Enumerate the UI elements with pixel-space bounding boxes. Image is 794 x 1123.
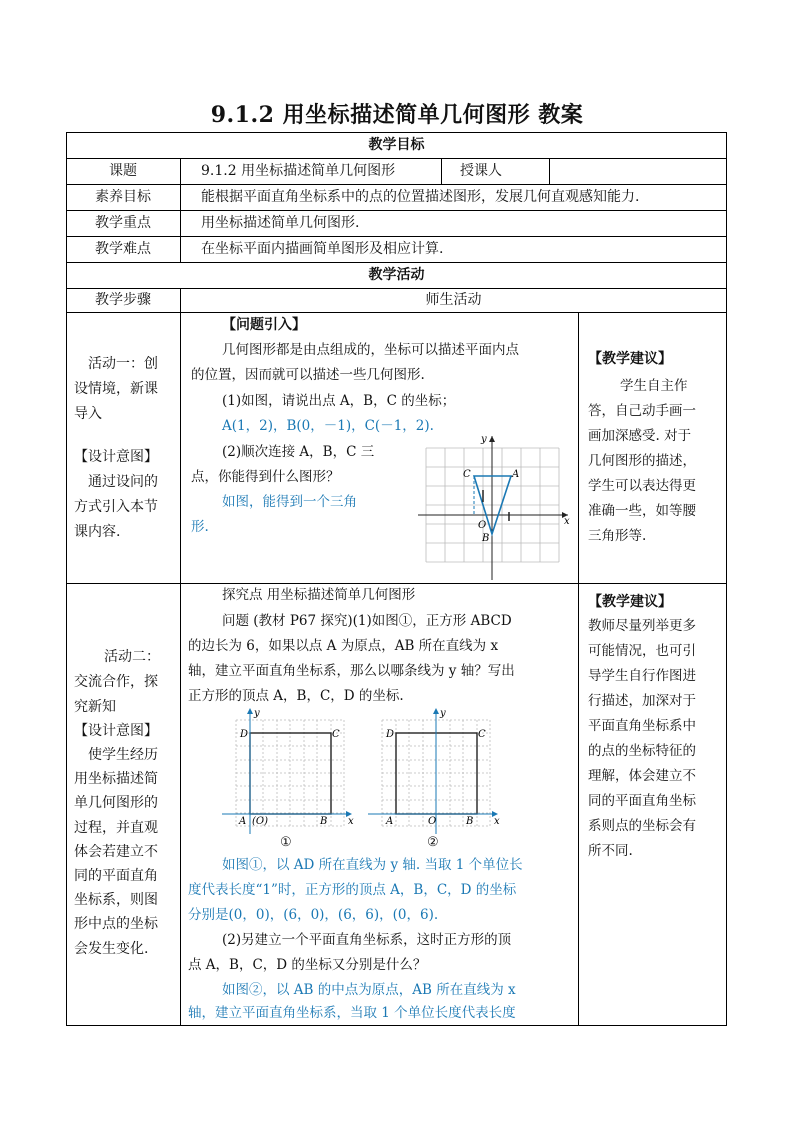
fig1-point-a: A [239, 816, 247, 827]
activity2-design-text: 单几何图形的 [74, 795, 158, 811]
point-a-label: A [512, 469, 520, 480]
goals-header: 教学目标 [368, 137, 425, 153]
activity1-question-2: (2)顺次连接 A，B，C 三 [222, 444, 375, 460]
teacher-student-label: 师生活动 [425, 292, 482, 308]
activity1-suggest-text: 学生自主作 [620, 378, 688, 394]
activity1-title-2: 设情境，新课 [74, 381, 158, 397]
activity1-design-label: 【设计意图】 [74, 449, 158, 465]
activity1-answer-1: A(1，2)，B(0，－1)，C(－1，2). [222, 418, 434, 434]
activity2-design-text: 过程，并直观 [74, 820, 158, 836]
difficult-label: 教学难点 [95, 241, 151, 257]
activity2-suggest-text: 导学生自行作图进 [588, 668, 696, 684]
activity2-design-text: 使学生经历 [88, 747, 158, 763]
activity2-design-text: 体会若建立不 [74, 844, 158, 860]
activity1-paragraph: 的位置，因而就可以描述一些几何图形. [191, 367, 425, 383]
activity2-suggest-text: 所不同. [588, 843, 633, 859]
activity2-design-text: 坐标系，则图 [74, 892, 158, 908]
fig1-y-axis-label: y [254, 708, 260, 719]
fig2-caption: ② [427, 835, 439, 850]
fig1-point-c: C [332, 729, 340, 740]
fig1-point-d: D [240, 729, 249, 740]
page-title: 9.1.2 用坐标描述简单几何图形 教案 [210, 102, 584, 128]
activity2-question: 正方形的顶点 A，B，C，D 的坐标. [188, 688, 404, 704]
activity1-question-2: 点，你能得到什么图形？ [191, 469, 340, 485]
square-figure-2 [368, 708, 503, 838]
x-axis-label: x [564, 516, 570, 527]
activity1-suggest-text: 学生可以表达得更 [588, 478, 696, 494]
point-b-label: B [482, 533, 490, 544]
activity2-suggest-text: 系则点的坐标会有 [588, 818, 696, 834]
activity2-answer-1: 如图①，以 AD 所在直线为 y 轴. 当取 1 个单位长 [222, 857, 523, 873]
activity2-suggest-text: 教师尽量列举更多 [588, 618, 696, 634]
activity2-design-text: 用坐标描述简 [74, 771, 158, 787]
literacy-value: 能根据平面直角坐标系中的点的位置描述图形，发展几何直观感知能力. [201, 189, 640, 205]
key-value: 用坐标描述简单几何图形. [201, 215, 360, 231]
activity2-title-3: 究新知 [74, 699, 116, 715]
activity2-suggest-title: 【教学建议】 [588, 594, 672, 610]
activity1-suggest-text: 准确一些，如等腰 [588, 503, 696, 519]
topic-value: 9.1.2 用坐标描述简单几何图形 [201, 163, 396, 179]
topic-label: 课题 [109, 163, 137, 179]
fig1-caption: ① [280, 835, 292, 850]
activity2-answer-1: 分别是(0，0)，(6，0)，(6，6)，(0，6). [188, 907, 439, 923]
fig2-point-a: A [386, 816, 394, 827]
activity2-question-2: (2)另建立一个平面直角坐标系，这时正方形的顶 [222, 932, 512, 948]
activity1-answer-2: 形. [191, 519, 209, 535]
activity2-suggest-text: 理解，体会建立不 [588, 768, 696, 784]
fig2-point-b: B [466, 816, 474, 827]
activity1-design-text: 通过设问的 [88, 474, 158, 490]
activity2-suggest-text: 可能情况，也可引 [588, 643, 696, 659]
activity1-question-1: (1)如图，请说出点 A，B，C 的坐标； [222, 393, 456, 409]
activity2-suggest-text: 同的平面直角坐标 [588, 793, 696, 809]
square-figure-1 [222, 708, 357, 838]
activity1-paragraph: 几何图形都是由点组成的，坐标可以描述平面内点 [222, 342, 519, 358]
activity2-answer-1: 度代表长度“1”时，正方形的顶点 A，B，C，D 的坐标 [188, 882, 517, 898]
activity1-title: 活动一：创 [88, 356, 158, 372]
activity1-title-3: 导入 [74, 406, 102, 422]
activity2-title: 活动二： [104, 649, 160, 665]
activity2-question: 的边长为 6，如果以点 A 为原点，AB 所在直线为 x [188, 638, 499, 654]
activity1-suggest-text: 画加深感受. 对于 [588, 428, 692, 444]
activity2-design-label: 【设计意图】 [74, 723, 158, 739]
activity2-design-text: 同的平面直角 [74, 868, 158, 884]
fig1-origin: (O) [252, 816, 269, 827]
literacy-label: 素养目标 [95, 189, 151, 205]
explore-heading: 探究点 用坐标描述简单几何图形 [222, 587, 416, 603]
fig2-point-d: D [386, 729, 395, 740]
difficult-value: 在坐标平面内描画简单图形及相应计算. [201, 241, 444, 257]
activity1-suggest-text: 三角形等. [588, 528, 647, 544]
activity2-title-2: 交流合作，探 [74, 674, 158, 690]
key-label: 教学重点 [95, 215, 151, 231]
activity2-answer-2: 如图②，以 AB 的中点为原点，AB 所在直线为 x [222, 982, 516, 998]
activity2-suggest-text: 的点的坐标特征的 [588, 743, 696, 759]
activity2-answer-2: 轴，建立平面直角坐标系，当取 1 个单位长度代表长度 [188, 1005, 516, 1021]
fig2-point-c: C [478, 729, 486, 740]
activity1-suggest-text: 几何图形的描述， [588, 453, 696, 469]
activity2-question: 轴，建立平面直角坐标系，那么以哪条线为 y 轴？写出 [188, 663, 515, 679]
y-axis-label: y [481, 434, 487, 445]
steps-label: 教学步骤 [95, 292, 151, 308]
activity1-answer-2: 如图，能得到一个三角 [222, 494, 357, 510]
activity1-suggest-title: 【教学建议】 [588, 351, 672, 367]
activity2-suggest-text: 平面直角坐标系中 [588, 718, 696, 734]
activity2-question: 问题 (教材 P67 探究)(1)如图①，正方形 ABCD [222, 613, 512, 629]
activity1-triangle-figure [418, 430, 576, 582]
activity2-question-2: 点 A，B，C，D 的坐标又分别是什么？ [188, 957, 427, 973]
fig1-x-axis-label: x [348, 816, 354, 827]
fig2-origin: O [428, 816, 437, 827]
fig1-point-b: B [320, 816, 328, 827]
activity2-suggest-text: 行描述，加深对于 [588, 693, 696, 709]
activity1-heading: 【问题引入】 [222, 317, 306, 333]
activity1-design-text: 课内容. [74, 524, 121, 540]
origin-label: O [478, 520, 487, 531]
activity1-suggest-text: 答，自己动手画一 [588, 403, 696, 419]
point-c-label: C [463, 469, 471, 480]
fig2-y-axis-label: y [440, 708, 446, 719]
activity2-design-text: 形中点的坐标 [74, 916, 158, 932]
activity1-design-text: 方式引入本节 [74, 499, 158, 515]
teacher-label: 授课人 [460, 163, 502, 179]
fig2-x-axis-label: x [494, 816, 500, 827]
activities-header: 教学活动 [368, 267, 425, 283]
activity2-design-text: 会发生变化. [74, 941, 149, 957]
